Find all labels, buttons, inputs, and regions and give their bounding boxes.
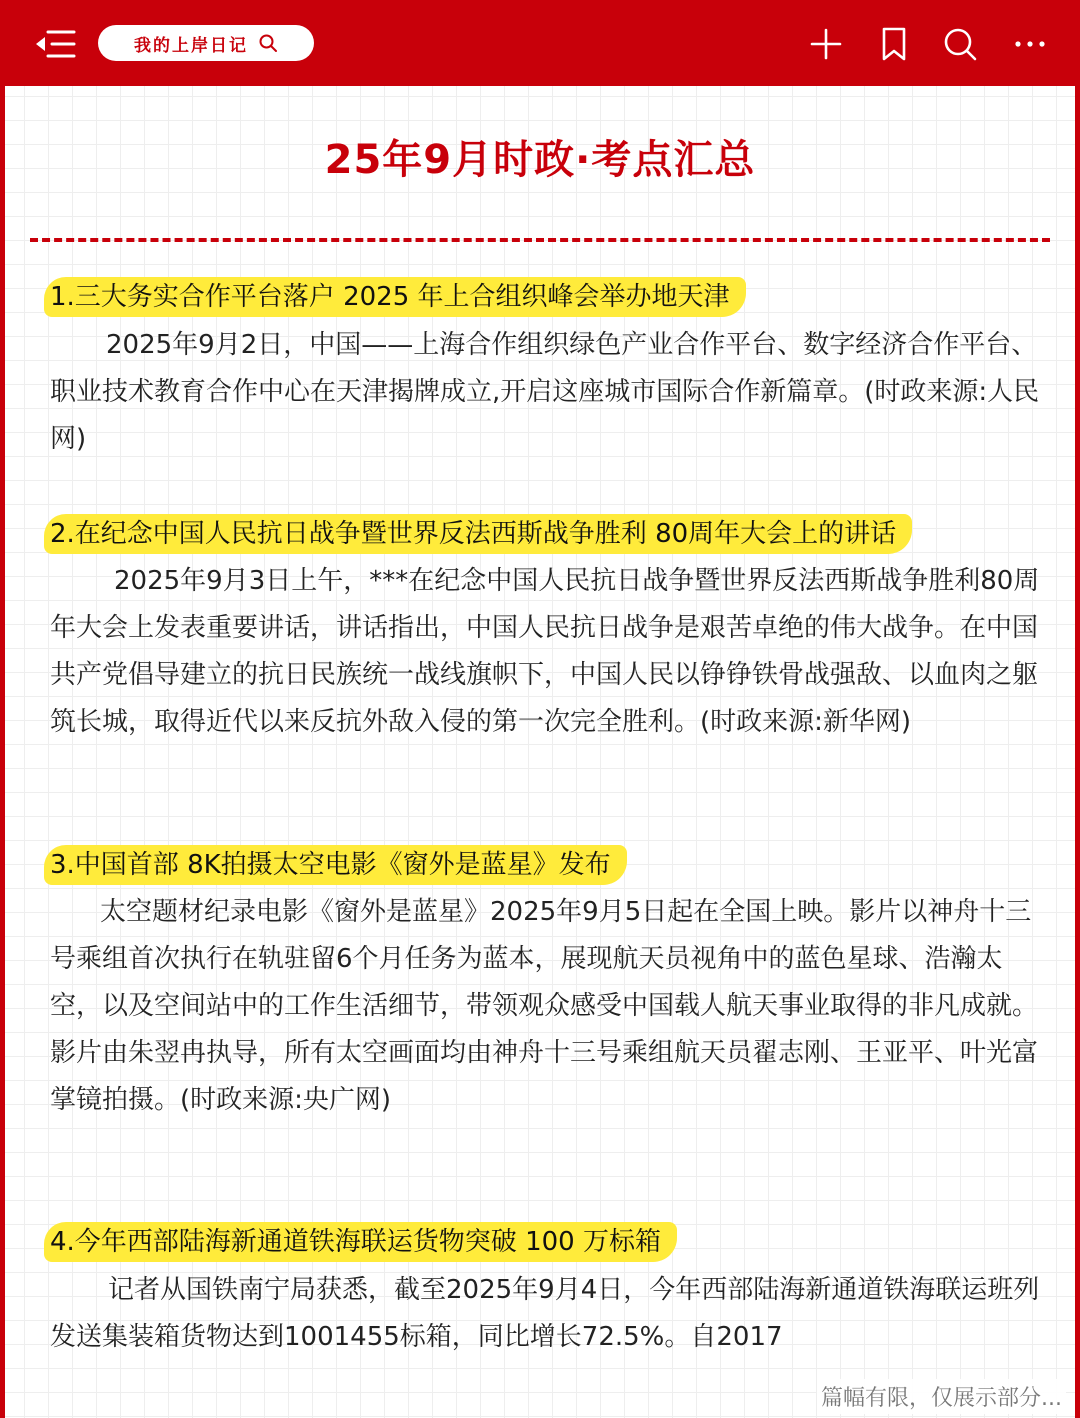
search-text: 我的上岸日记: [134, 35, 248, 56]
top-bar: [0, 0, 1080, 86]
more-icon[interactable]: [1010, 24, 1050, 64]
bookmark-icon[interactable]: [874, 24, 914, 64]
page-title: 25年9月时政·考点汇总: [324, 137, 756, 183]
section-4-body: 记者从国铁南宁局获悉，截至2025年9月4日，今年西部陆海新通道铁海联运班列发送集装箱货物达到1001455标箱，同比增长72.5%。自2017: [50, 1275, 1040, 1352]
plus-icon[interactable]: [806, 24, 846, 64]
search-icon: [258, 33, 278, 53]
section-4-heading: 4.今年西部陆海新通道铁海联运货物突破 100 万标箱: [44, 1222, 677, 1262]
section-2-heading: 2.在纪念中国人民抗日战争暨世界反法西斯战争胜利 80周年大会上的讲话: [44, 514, 912, 554]
search-icon[interactable]: [940, 24, 980, 64]
section-3-heading: 3.中国首部 8K拍摄太空电影《窗外是蓝星》发布: [44, 845, 627, 885]
section-1-heading: 1.三大务实合作平台落户 2025 年上合组织峰会举办地天津: [44, 277, 746, 317]
section-1-body: 2025年9月2日，中国——上海合作组织绿色产业合作平台、数字经济合作平台、职业技术教育合作中心在天津揭牌成立,开启这座城市国际合作新篇章。(时政来源:人民网): [50, 330, 1040, 454]
section-3-body: 太空题材纪录电影《窗外是蓝星》2025年9月5日起在全国上映。影片以神舟十三号乘组首次执行在轨驻留6个月任务为蓝本，展现航天员视角中的蓝色星球、浩瀚太空，以及空间站中的工作生活细节，带领观众感受中国载人航天事业取得的非凡成就。影片由朱翌冉执导，所有太空画面均由神舟十三号乘组航天员翟志刚、王亚平、叶光富掌镜拍摄。(时政来源:央广网): [50, 897, 1039, 1115]
section-2-body: 2025年9月3日上午，***在纪念中国人民抗日战争暨世界反法西斯战争胜利80周年大会上发表重要讲话，讲话指出，中国人民抗日战争是艰苦卓绝的伟大战争。在中国共产党倡导建立的抗日民族统一战线旗帜下，中国人民以铮铮铁骨战强敌、以血肉之躯筑长城，取得近代以来反抗外敌入侵的第一次完全胜利。(时政来源:新华网): [50, 566, 1040, 737]
truncation-note: 篇幅有限，仅展示部分...: [817, 1379, 1066, 1414]
title-divider: [30, 238, 1050, 242]
menu-icon[interactable]: [34, 26, 76, 62]
search-bar[interactable]: [98, 25, 314, 61]
